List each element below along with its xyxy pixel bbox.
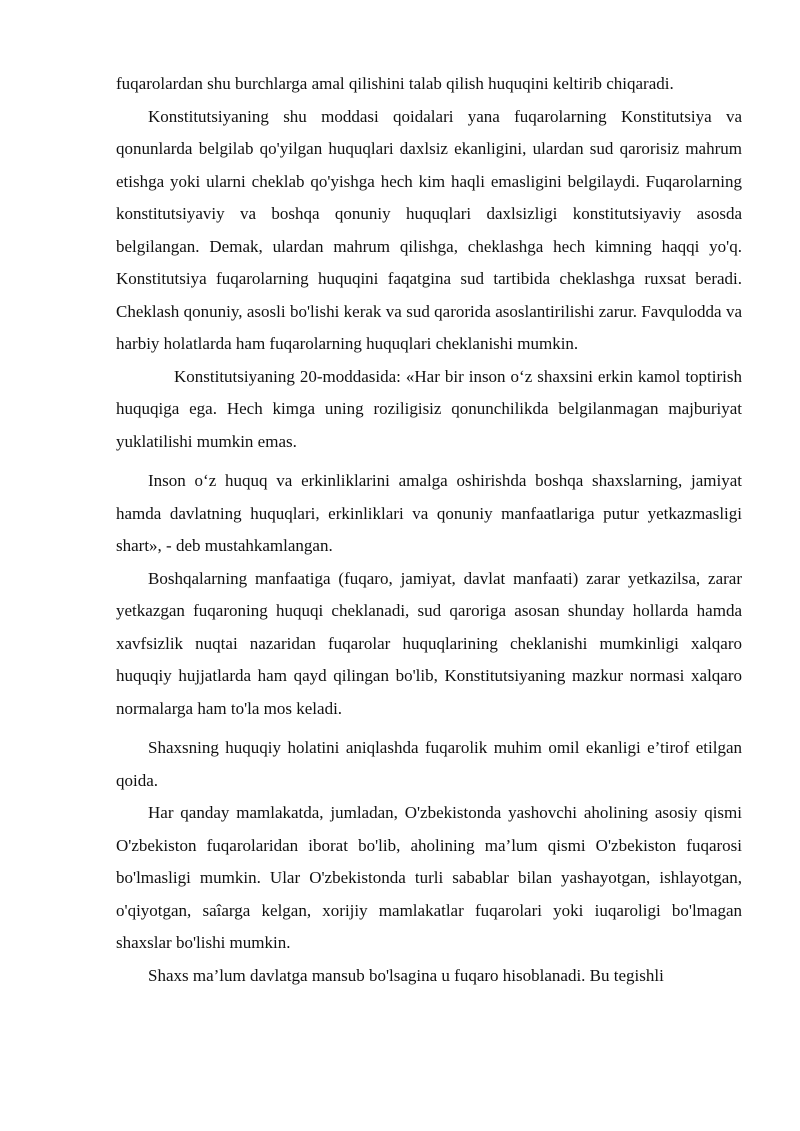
paragraph-rights-inviolability: Konstitutsiyaning shu moddasi qoidalari yana fuqarolarning Konstitutsiya va qonunlarda belgilab qo'yilgan huquqlari daxlsiz ekanligini, ulardan sud qarorisiz mahrum etishga yoki ularni cheklab qo'yishga hech kim haqli emasligini belgilaydi. Fuqarolarning konstitutsiyaviy va boshqa qonuniy huquqlari daxlsizligi konstitutsiyaviy asosda belgilangan. Demak, ulardan mahrum qilishga, cheklashga hech kimning haqqi yo'q. Konstitutsiya fuqarolarning huquqini faqatgina sud tartibida cheklashga ruxsat beradi. Cheklash qonuniy, asosli bo'lishi kerak va sud qarorida asoslantirilishi zarur. Favqulodda va harbiy holatlarda ham fuqarolarning huquqlari cheklanishi mumkin. xyxy=(116,106,742,353)
paragraph-continuation: fuqarolardan shu burchlarga amal qilishini talab qilish huquqini keltirib chiqaradi. xyxy=(116,74,674,93)
paragraph-population-composition: Har qanday mamlakatda, jumladan, O'zbekistonda yashovchi aholining asosiy qismi O'zbekiston fuqarolaridan iborat bo'lib, aholining ma’lum qismi O'zbekiston fuqarosi bo'lmasligi mumkin. Ular O'zbekistonda turli sabablar bilan yashayotgan, ishlayotgan, o'qiyotgan, saîarga kelgan, xorijiy mamlakatlar fuqarolari yoki iuqaroligi bo'lmagan shaxslar bo'lishi mumkin. xyxy=(116,803,742,952)
paragraph-restriction-of-rights: Boshqalarning manfaatiga (fuqaro, jamiyat, davlat manfaati) zarar yetkazilsa, zarar yetkazgan fuqaroning huquqi cheklanadi, sud qaroriga asosan shunday hollarda hamda xavfsizlik nuqtai nazaridan fuqarolar huquqlarining cheklanishi mumkinligi xalqaro huquqiy hujjatlarda ham qayd qilingan bo'lib, Konstitutsiyaning mazkur normasi xalqaro normalarga ham to'la mos keladi. xyxy=(116,568,742,718)
paragraph-citizen-definition: Shaxs ma’lum davlatga mansub bo'lsagina u fuqaro hisoblanadi. Bu tegishli xyxy=(148,965,664,985)
paragraph-citizenship-factor: Shaxsning huquqiy holatini aniqlashda fuqarolik muhim omil ekanligi e’tirof etilgan qoida. xyxy=(116,738,742,790)
paragraph-article-20-quote: Konstitutsiyaning 20-moddasida: «Har bir inson o‘z shaxsini erkin kamol toptirish huquqiga ega. Hech kimga uning roziligisiz qonunchilikda belgilanmagan majburiyat yuklatilishi mumkin emas. xyxy=(116,366,742,451)
paragraph-article-20-continued: Inson o‘z huquq va erkinliklarini amalga oshirishda boshqa shaxslarning, jamiyat hamda davlatning huquqlari, erkinliklari va qonuniy manfaatlariga putur yetkazmasligi shart», - deb mustahkamlangan. xyxy=(116,471,742,555)
document-page xyxy=(116,68,742,992)
